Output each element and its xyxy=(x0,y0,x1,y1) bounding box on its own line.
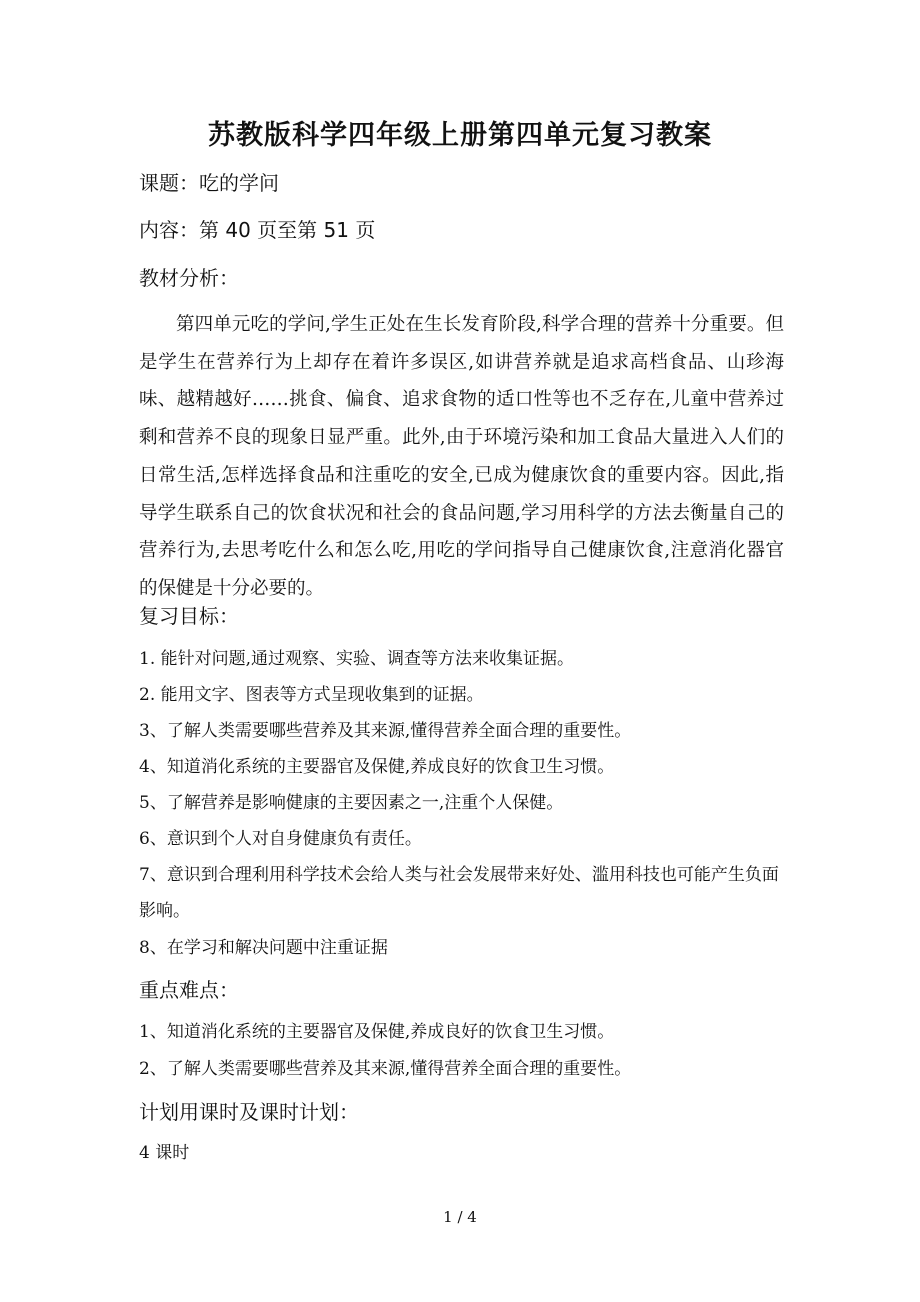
goal-item: 5、了解营养是影响健康的主要因素之一,注重个人保健。 xyxy=(139,793,564,813)
plan-heading: 计划用课时及课时计划： xyxy=(139,1100,359,1124)
topic-line: 课题：吃的学问 xyxy=(139,171,279,195)
page-number: 1 / 4 xyxy=(443,1208,477,1226)
goal-item: 6、意识到个人对自身健康负有责任。 xyxy=(139,829,422,849)
goal-item: 2. 能用文字、图表等方式呈现收集到的证据。 xyxy=(139,685,484,705)
content-line: 内容：第 40 页至第 51 页 xyxy=(139,218,376,242)
analysis-paragraph: 第四单元吃的学问,学生正处在生长发育阶段,科学合理的营养十分重要。但是学生在营养行为上却存在着许多误区,如讲营养就是追求高档食品、山珍海味、越精越好……挑食、偏食、追求食物的适口性等也不乏存在,儿童中营养过剩和营养不良的现象日显严重。此外,由于环境污染和加工食品大量进入人们的日常生活,怎样选择食品和注重吃的安全,已成为健康饮食的重要内容。因此,指导学生联系自己的饮食状况和社会的食品问题,学习用科学的方法去衡量自己的营养行为,去思考吃什么和怎么吃,用吃的学问指导自己健康饮食,注意消化器官的保健是十分必要的。 xyxy=(139,314,784,599)
goals-heading: 复习目标： xyxy=(139,604,239,628)
plan-text: 4 课时 xyxy=(139,1143,190,1163)
keypoint-item: 2、了解人类需要哪些营养及其来源,懂得营养全面合理的重要性。 xyxy=(139,1059,632,1079)
goal-item: 1. 能针对问题,通过观察、实验、调查等方法来收集证据。 xyxy=(139,649,575,669)
goal-item: 4、知道消化系统的主要器官及保健,养成良好的饮食卫生习惯。 xyxy=(139,757,615,777)
keypoint-item: 1、知道消化系统的主要器官及保健,养成良好的饮食卫生习惯。 xyxy=(139,1022,615,1042)
goal-item: 8、在学习和解决问题中注重证据 xyxy=(139,938,388,958)
analysis-heading: 教材分析： xyxy=(139,266,239,290)
document-title: 苏教版科学四年级上册第四单元复习教案 xyxy=(208,120,712,151)
keypoints-heading: 重点难点： xyxy=(139,978,239,1002)
goal-item: 7、意识到合理利用科学技术会给人类与社会发展带来好处、滥用科技也可能产生负面影响。 xyxy=(139,865,779,921)
goal-item: 3、了解人类需要哪些营养及其来源,懂得营养全面合理的重要性。 xyxy=(139,721,632,741)
